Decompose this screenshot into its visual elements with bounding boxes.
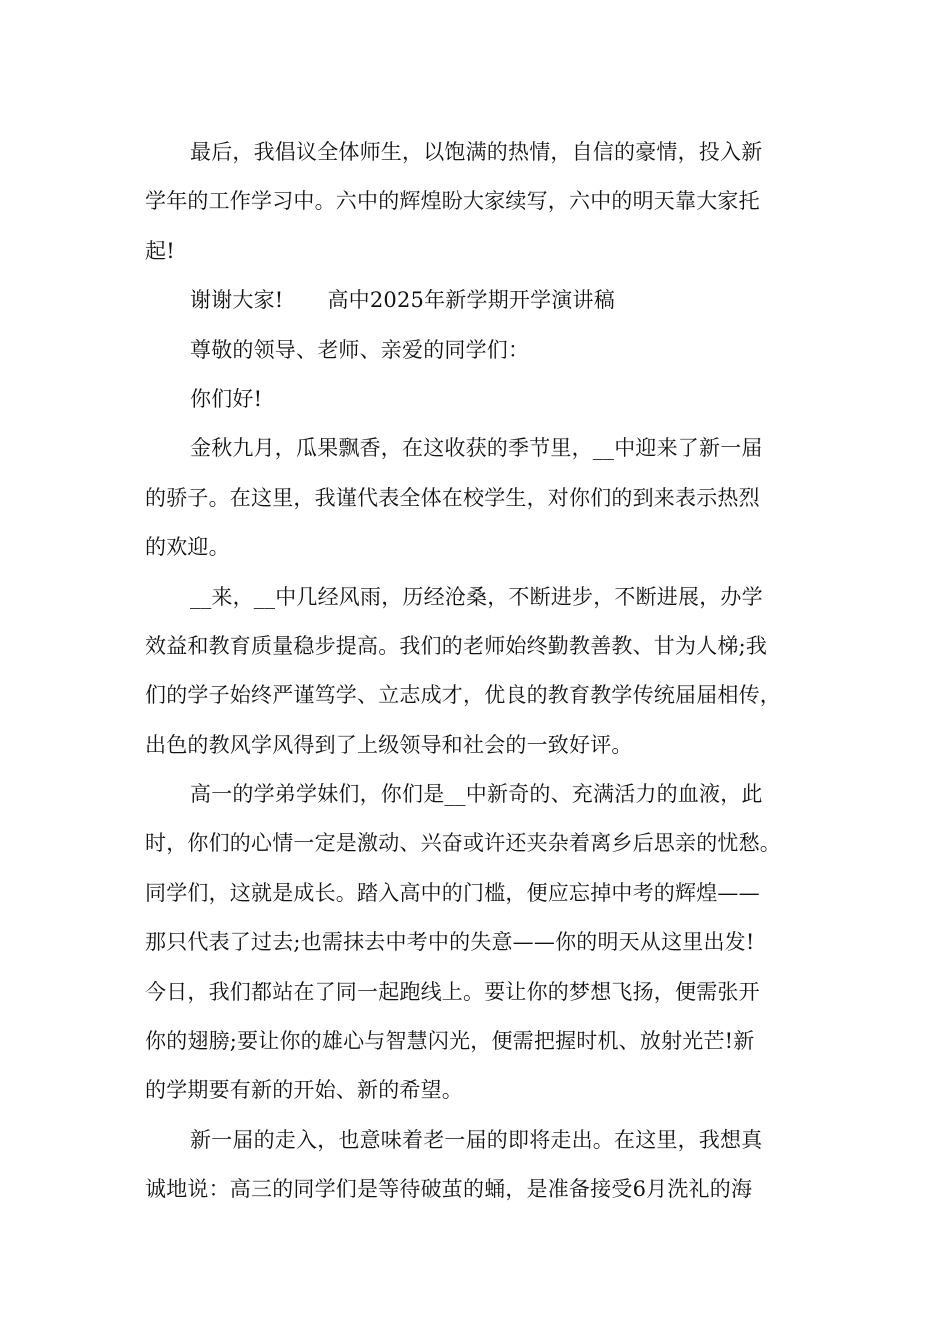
line-text: 的学期要有新的开始、新的希望。 (145, 1078, 463, 1103)
line-text: 们的学子始终严谨笃学、立志成才，优良的教育教学传统届届相传， (145, 683, 781, 708)
line-text: __来，__中几经风雨，历经沧桑，不断进步，不断进展，办学 (190, 584, 763, 609)
text-line (145, 276, 833, 325)
text-line (145, 326, 833, 375)
text-line (145, 721, 833, 770)
text-line (145, 474, 833, 523)
line-text: 最后，我倡议全体师生，以饱满的热情，自信的豪情，投入新 (190, 140, 763, 164)
speech-title: 高中2025年新学期开学演讲稿 (327, 288, 615, 313)
text-line (145, 227, 833, 276)
text-line (145, 622, 833, 671)
line-text: 效益和教育质量稳步提高。我们的老师始终勤教善教、甘为人梯;我 (145, 633, 768, 658)
greeting: 你们好! (190, 386, 263, 411)
document-body (145, 128, 833, 1215)
line-text: 高一的学弟学妹们，你们是__中新奇的、充满活力的血液，此 (190, 782, 763, 807)
line-text: 出色的教风学风得到了上级领导和社会的一致好评。 (145, 732, 633, 757)
text-line (145, 424, 833, 473)
line-text: 的骄子。在这里，我谨代表全体在校学生，对你们的到来表示热烈 (145, 485, 760, 510)
text-line (145, 523, 833, 572)
text-line (145, 1066, 833, 1115)
line-text: 今日，我们都站在了同一起跑线上。要让你的梦想飞扬，便需张开 (145, 979, 760, 1004)
text-line (145, 128, 833, 177)
text-line (145, 1116, 833, 1165)
text-line (145, 770, 833, 819)
text-line (145, 968, 833, 1017)
salutation: 尊敬的领导、老师、亲爱的同学们： (190, 337, 530, 362)
line-text: 的欢迎。 (145, 535, 230, 560)
line-text: 起! (145, 238, 175, 263)
line-text: 新一届的走入，也意味着老一届的即将走出。在这里，我想真 (190, 1127, 763, 1152)
line-text: 诚地说：高三的同学们是等待破茧的蛹，是准备接受6月洗礼的海 (145, 1177, 753, 1202)
text-line (145, 177, 833, 226)
text-line (145, 1165, 833, 1214)
line-text: 时，你们的心情一定是激动、兴奋或许还夹杂着离乡后思亲的忧愁。 (145, 831, 781, 856)
line-text: 同学们，这就是成长。踏入高中的门槛，便应忘掉中考的辉煌—— (145, 880, 760, 905)
text-line (145, 375, 833, 424)
line-text: 你的翅膀;要让你的雄心与智慧闪光，便需把握时机、放射光芒!新 (145, 1029, 755, 1054)
line-text: 那只代表了过去;也需抹去中考中的失意——你的明天从这里出发! (145, 930, 755, 955)
text-line (145, 918, 833, 967)
text-line (145, 671, 833, 720)
line-text: 金秋九月，瓜果飘香，在这收获的季节里，__中迎来了新一届 (190, 436, 763, 461)
text-line (145, 819, 833, 868)
text-line (145, 573, 833, 622)
text-line (145, 869, 833, 918)
text-line (145, 1017, 833, 1066)
line-text: 谢谢大家! (190, 288, 284, 313)
line-text: 学年的工作学习中。六中的辉煌盼大家续写，六中的明天靠大家托 (145, 189, 760, 214)
